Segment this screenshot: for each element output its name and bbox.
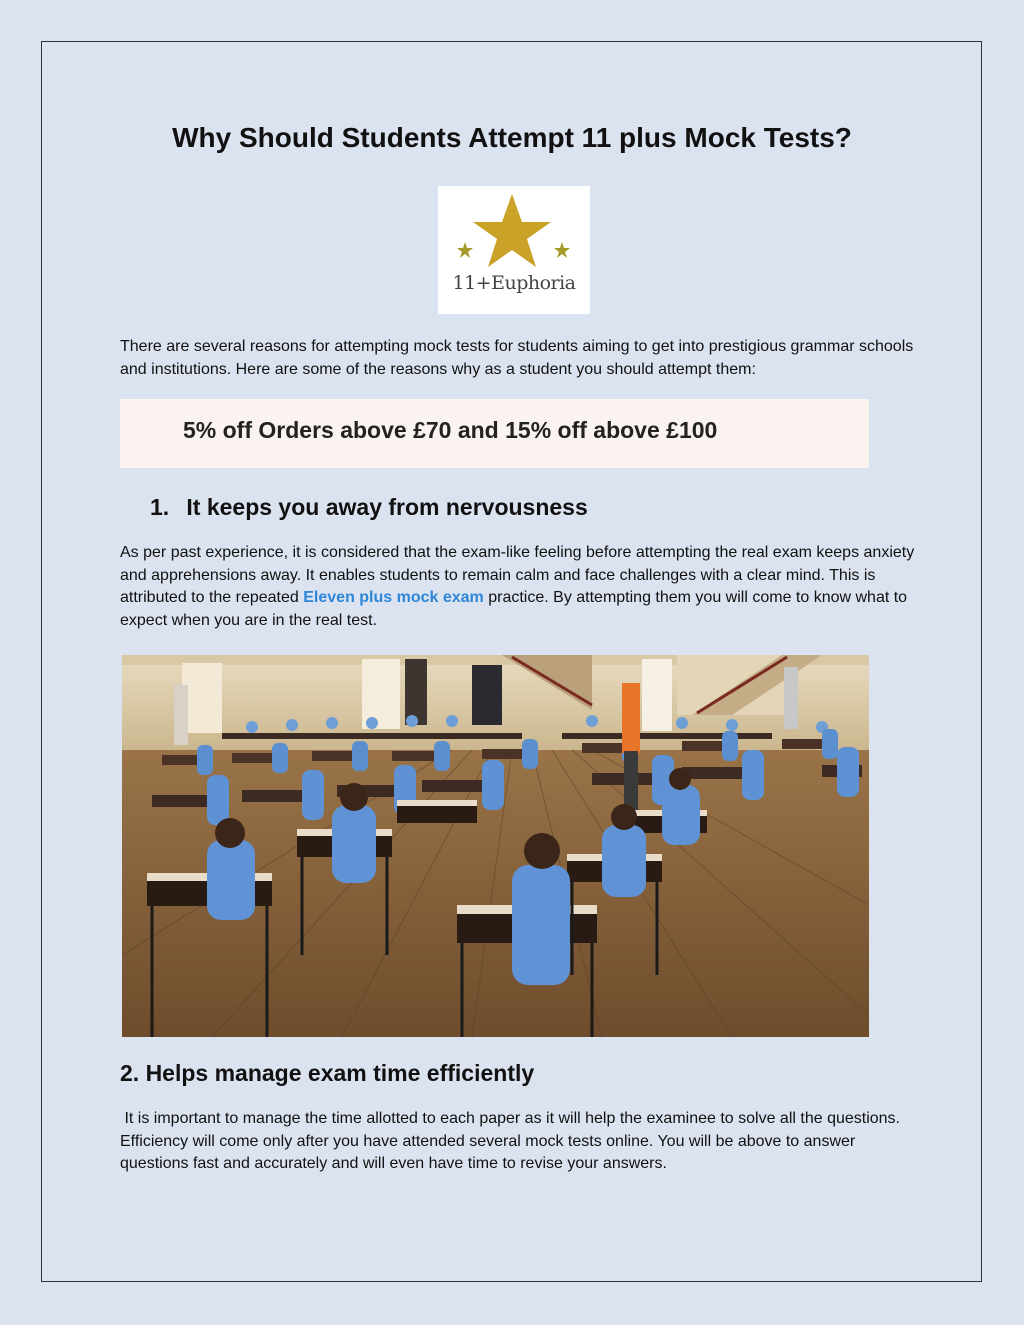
eleven-plus-mock-exam-link[interactable]: Eleven plus mock exam: [303, 589, 484, 606]
intro-paragraph: There are several reasons for attempting mock tests for students aiming to get into prestigious grammar schools and institutions. Here are some of the reasons why as a student you should attempt them:: [120, 338, 914, 378]
section-1-heading-text: It keeps you away from nervousness: [186, 494, 588, 520]
page-title: Why Should Students Attempt 11 plus Mock Tests?: [172, 122, 852, 153]
section-1-text-before: As per past experience, it is considered that the exam-like feeling before attempting the real exam keeps anxiety and apprehensions away. It enables students to remain calm and face challenges with a clear mind. This is attributed to the repeated: [120, 544, 915, 606]
section-1-number: 1.: [150, 494, 170, 520]
section-1-heading: [150, 494, 588, 521]
promo-banner[interactable]: [120, 399, 869, 468]
brand-logo: [438, 186, 590, 314]
logo-text: 11+Euphoria: [452, 272, 576, 294]
section-1-text-after: practice. By attempting them you will come to know what to expect when you are in the real test.: [120, 589, 908, 629]
promo-text: 5% off Orders above £70 and 15% off above £100: [183, 417, 718, 443]
section-1-paragraph: [120, 542, 920, 632]
section-2-paragraph: It is important to manage the time allotted to each paper as it will help the examinee to solve all the questions. Efficiency will come only after you have attended several mock tests online. You will be above to answer questions fast and accurately and will even have time to revise your answers.: [120, 1110, 905, 1172]
star-logo-icon: [438, 186, 590, 314]
section-2-heading: 2. Helps manage exam time efficiently: [120, 1060, 535, 1086]
classroom-exam-photo: [122, 655, 869, 1037]
